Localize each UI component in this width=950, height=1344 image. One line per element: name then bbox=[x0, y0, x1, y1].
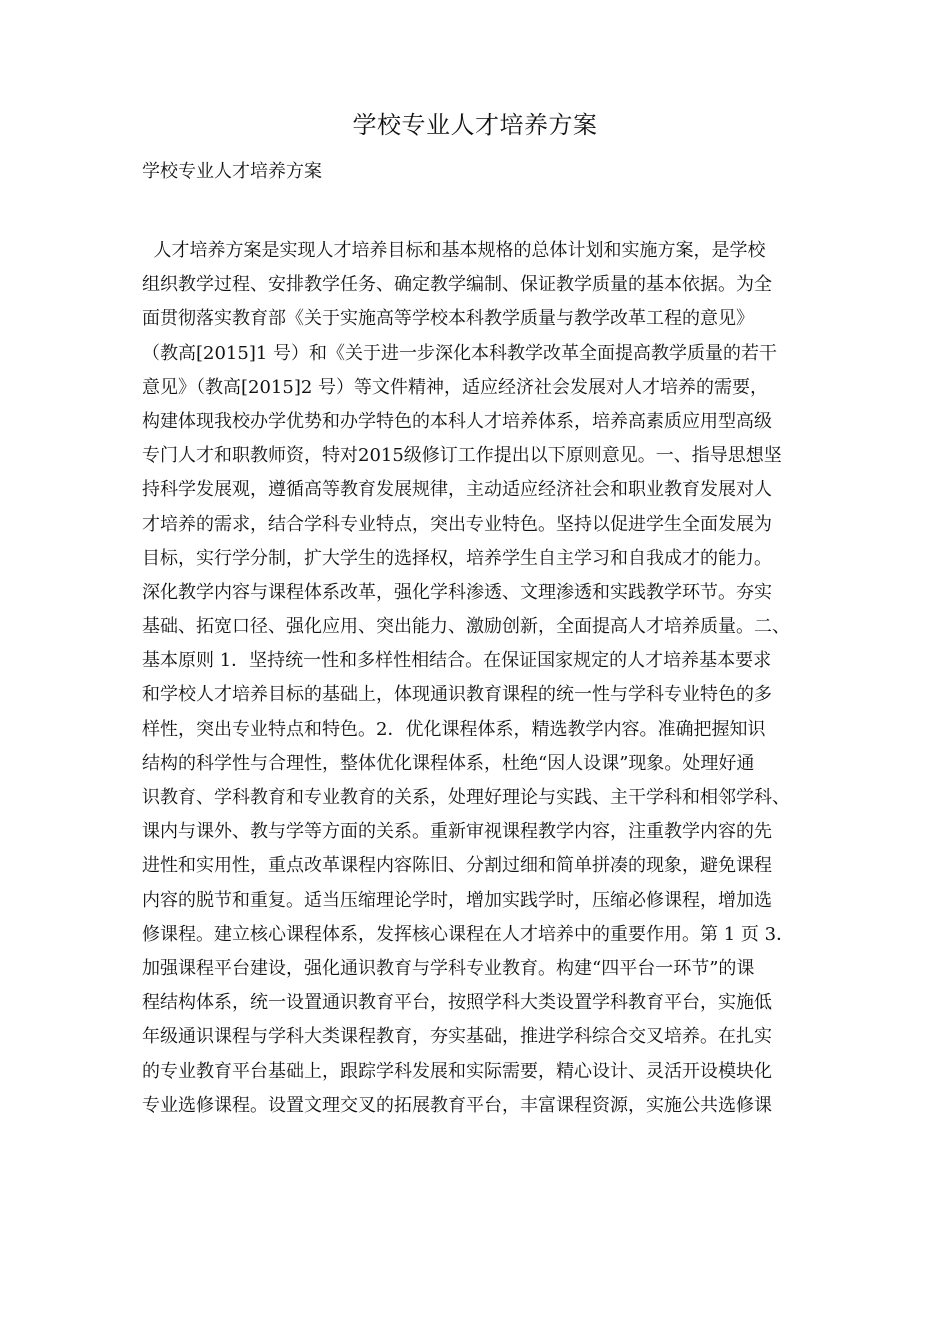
body-line: 内容的脱节和重复。适当压缩理论学时，增加实践学时，压缩必修课程，增加选 bbox=[142, 889, 772, 911]
body-line: 进性和实用性，重点改革课程内容陈旧、分割过细和简单拼凑的现象，避免课程 bbox=[142, 855, 772, 877]
body-line: 修课程。建立核心课程体系，发挥核心课程在人才培养中的重要作用。第 1 页 3． bbox=[142, 923, 795, 945]
body-line: 的专业教育平台基础上，跟踪学科发展和实际需要，精心设计、灵活开设模块化 bbox=[142, 1060, 772, 1082]
body-line: 结构的科学性与合理性，整体优化课程体系，杜绝“因人设课”现象。处理好通 bbox=[142, 752, 755, 774]
body-line: （教高[2015]1 号）和《关于进一步深化本科教学改革全面提高教学质量的若干 bbox=[142, 342, 778, 364]
body-line: 基础、拓宽口径、强化应用、突出能力、激励创新，全面提高人才培养质量。二、 bbox=[142, 616, 790, 638]
body-line: 深化教学内容与课程体系改革，强化学科渗透、文理渗透和实践教学环节。夯实 bbox=[142, 581, 772, 603]
body-line: 样性，突出专业特点和特色。2．优化课程体系，精选教学内容。准确把握知识 bbox=[142, 718, 766, 740]
body-line: 和学校人才培养目标的基础上，体现通识教育课程的统一性与学科专业特色的多 bbox=[142, 684, 772, 706]
body-line: 组织教学过程、安排教学任务、确定教学编制、保证教学质量的基本依据。为全 bbox=[142, 274, 772, 296]
document-subtitle: 学校专业人才培养方案 bbox=[142, 161, 322, 182]
body-line: 目标，实行学分制，扩大学生的选择权，培养学生自主学习和自我成才的能力。 bbox=[142, 547, 772, 569]
body-line: 程结构体系，统一设置通识教育平台，按照学科大类设置学科教育平台，实施低 bbox=[142, 992, 772, 1014]
body-line: 专门人才和职教师资，特对2015级修订工作提出以下原则意见。一、指导思想坚 bbox=[142, 445, 782, 467]
document-title: 学校专业人才培养方案 bbox=[352, 111, 598, 139]
body-line: 面贯彻落实教育部《关于实施高等学校本科教学质量与教学改革工程的意见》 bbox=[142, 308, 754, 330]
body-line: 专业选修课程。设置文理交叉的拓展教育平台，丰富课程资源，实施公共选修课 bbox=[142, 1094, 772, 1116]
body-line: 课内与课外、教与学等方面的关系。重新审视课程教学内容，注重教学内容的先 bbox=[142, 821, 772, 843]
body-line: 识教育、学科教育和专业教育的关系，处理好理论与实践、主干学科和相邻学科、 bbox=[142, 787, 790, 808]
body-line: 才培养的需求，结合学科专业特点，突出专业特色。坚持以促进学生全面发展为 bbox=[142, 513, 772, 535]
body-line: 基本原则 1．坚持统一性和多样性相结合。在保证国家规定的人才培养基本要求 bbox=[142, 650, 772, 672]
body-line: 加强课程平台建设，强化通识教育与学科专业教育。构建“四平台一环节”的课 bbox=[142, 957, 755, 979]
body-line: 年级通识课程与学科大类课程教育，夯实基础，推进学科综合交叉培养。在扎实 bbox=[142, 1026, 772, 1048]
body-line: 持科学发展观，遵循高等教育发展规律，主动适应经济社会和职业教育发展对人 bbox=[142, 479, 772, 501]
body-line: 意见》（教高[2015]2 号）等文件精神，适应经济社会发展对人才培养的需要， bbox=[142, 376, 769, 398]
body-line: 构建体现我校办学优势和办学特色的本科人才培养体系，培养高素质应用型高级 bbox=[142, 410, 772, 432]
document-body bbox=[142, 234, 828, 1123]
body-line: 人才培养方案是实现人才培养目标和基本规格的总体计划和实施方案，是学校 bbox=[142, 240, 766, 261]
